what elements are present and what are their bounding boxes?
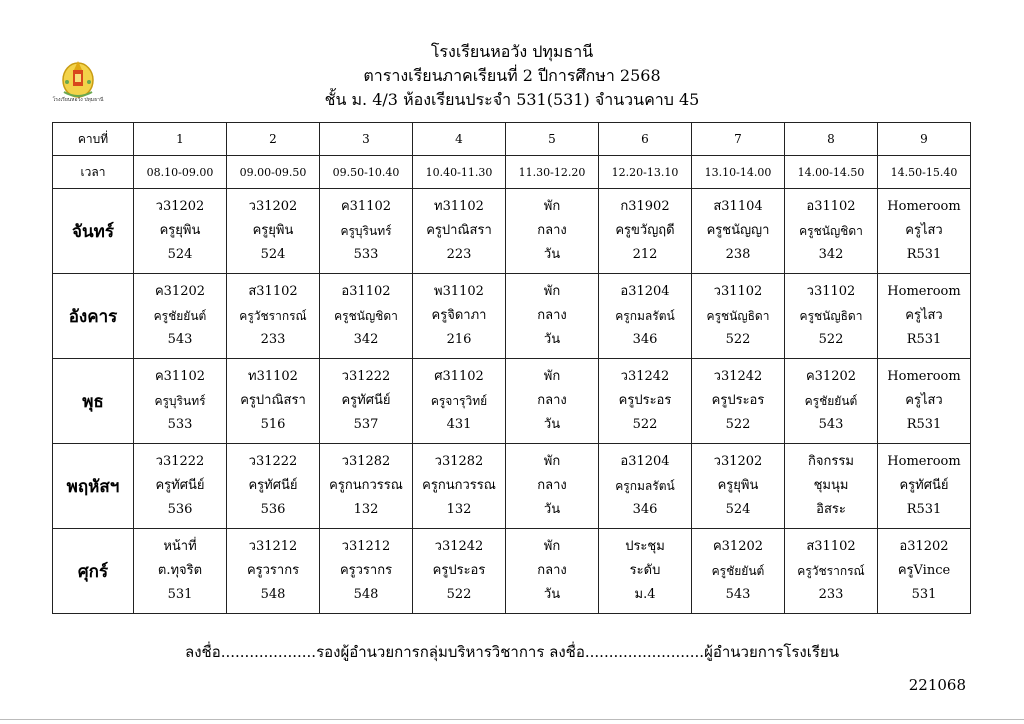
teacher-name: ครูยุพิน [159,223,201,238]
class-cell [413,274,506,359]
room-number: 548 [353,587,379,602]
room-number: วัน [543,247,561,262]
room-number: 346 [632,332,658,347]
teacher-name: กลาง [537,393,567,408]
class-cell [413,444,506,529]
room-number: 132 [446,502,472,517]
class-cell [134,444,227,529]
term-title: ตารางเรียนภาคเรียนที่ 2 ปีการศึกษา 2568 [363,66,661,85]
room-number: R531 [906,332,942,347]
room-number: 132 [353,502,379,517]
class-cell [413,529,506,614]
room-number: 536 [260,502,286,517]
time-row [53,156,971,189]
teacher-name: ครูขวัญฤดี [615,223,675,238]
room-number: 522 [446,587,472,602]
class-cell [785,274,878,359]
room-number: R531 [906,247,942,262]
teacher-name: ครูจารุวิทย์ [430,394,488,408]
room-number: 342 [818,247,844,262]
room-number: 233 [818,587,844,602]
period-label: คาบที่ [53,123,134,156]
class-cell [320,529,413,614]
teacher-name: ครูชนัญธิดา [706,309,770,323]
room-number: 342 [353,332,379,347]
subject-code: ว31282 [341,454,391,469]
room-number: 522 [725,332,751,347]
subject-code: ประชุม [625,539,665,554]
time-label: เวลา [53,156,134,189]
period-number: 9 [878,123,971,156]
period-number: 5 [506,123,599,156]
day-label: ศุกร์ [53,529,134,614]
room-number: 537 [353,417,379,432]
class-cell [599,529,692,614]
teacher-name: ครูบุรินทร์ [154,394,206,408]
subject-code: อ31202 [899,539,949,554]
room-number: 531 [911,587,937,602]
room-number: 522 [818,332,844,347]
subject-code: ว31212 [341,539,391,554]
class-cell [413,359,506,444]
subject-code: ว31222 [341,369,391,384]
subject-code: Homeroom [887,199,961,214]
subject-code: ส31102 [248,284,298,299]
subject-code: ว31242 [620,369,670,384]
subject-code: ส31102 [806,539,856,554]
class-cell [320,444,413,529]
teacher-name: ครูทัศนีย์ [248,478,298,493]
room-number: R531 [906,502,942,517]
subject-code: อ31102 [341,284,391,299]
room-number: 533 [167,417,193,432]
teacher-name: ครูประอร [432,563,486,578]
subject-code: พัก [543,284,561,299]
teacher-name: ครูยุพิน [717,478,759,493]
subject-code: ว31202 [155,199,205,214]
teacher-name: ครูVince [897,563,951,578]
teacher-name: ครูชัยยันต์ [711,564,765,578]
teacher-name: ครูกมลรัตน์ [615,309,675,323]
subject-code: ค31102 [154,369,206,384]
subject-code: ท31102 [248,369,298,384]
timetable [52,122,971,614]
room-number: 524 [260,247,286,262]
day-label: พฤหัสฯ [53,444,134,529]
period-time: 14.50-15.40 [878,156,971,189]
teacher-name: ครูทัศนีย์ [899,478,949,493]
class-cell [692,274,785,359]
period-number: 4 [413,123,506,156]
subject-code: ว31212 [248,539,298,554]
class-cell [227,359,320,444]
room-number: 524 [725,502,751,517]
room-number: 536 [167,502,193,517]
subject-code: พัก [543,369,561,384]
class-cell [692,189,785,274]
room-number: 233 [260,332,286,347]
room-number: 531 [167,587,193,602]
subject-code: ค31102 [340,199,392,214]
room-number: R531 [906,417,942,432]
class-cell [785,359,878,444]
subject-code: ว31222 [155,454,205,469]
period-time: 09.50-10.40 [320,156,413,189]
room-number: 533 [353,247,379,262]
teacher-name: ครูไสว [905,223,943,238]
teacher-name: ครูกนกวรรณ [422,478,496,493]
period-time: 10.40-11.30 [413,156,506,189]
period-number: 3 [320,123,413,156]
teacher-name: ครูทัศนีย์ [155,478,205,493]
teacher-name: ครูชนัญญา [706,223,770,238]
subject-code: Homeroom [887,369,961,384]
room-number: 522 [632,417,658,432]
subject-code: พัก [543,539,561,554]
class-cell [878,274,971,359]
room-number: อิสระ [816,502,846,517]
class-cell [506,359,599,444]
subject-code: อ31204 [620,454,670,469]
room-number: 223 [446,247,472,262]
room-number: 238 [725,247,751,262]
class-cell [320,274,413,359]
room-number: 212 [632,247,658,262]
teacher-name: ครูไสว [905,308,943,323]
teacher-name: ครูประอร [618,393,672,408]
day-row [53,274,971,359]
period-time: 11.30-12.20 [506,156,599,189]
subject-code: ว31242 [434,539,484,554]
day-label: พุธ [53,359,134,444]
class-cell [506,274,599,359]
class-cell [134,529,227,614]
subject-code: ว31202 [248,199,298,214]
day-row [53,444,971,529]
room-number: 548 [260,587,286,602]
room-number: 216 [446,332,472,347]
period-time: 08.10-09.00 [134,156,227,189]
subject-code: ท31102 [434,199,484,214]
period-number: 1 [134,123,227,156]
room-number: 524 [167,247,193,262]
teacher-name: ครูบุรินทร์ [340,224,392,238]
class-cell [320,189,413,274]
class-cell [227,189,320,274]
room-number: 522 [725,417,751,432]
class-cell [599,189,692,274]
document-code: 221068 [908,676,966,694]
room-number: วัน [543,502,561,517]
teacher-name: ครูปาณิสรา [426,223,492,238]
teacher-name: กลาง [537,478,567,493]
subject-code: ว31242 [713,369,763,384]
class-cell [227,444,320,529]
teacher-name: ครูประอร [711,393,765,408]
teacher-name: ครูชัยยันต์ [153,309,207,323]
room-number: 516 [260,417,286,432]
class-cell [506,444,599,529]
day-label: อังคาร [53,274,134,359]
teacher-name: ครูกนกวรรณ [329,478,403,493]
teacher-name: ครูทัศนีย์ [341,393,391,408]
class-cell [785,529,878,614]
subject-code: ว31222 [248,454,298,469]
room-number: 431 [446,417,472,432]
room-number: วัน [543,417,561,432]
subject-code: Homeroom [887,454,961,469]
teacher-name: กลาง [537,308,567,323]
class-cell [134,189,227,274]
room-number: 346 [632,502,658,517]
teacher-name: ครูวรากร [246,563,300,578]
subject-code: ว31102 [806,284,856,299]
subject-code: ว31202 [713,454,763,469]
room-number: 543 [725,587,751,602]
class-cell [878,189,971,274]
teacher-name: ครูจิดาภา [431,308,487,323]
class-cell [227,529,320,614]
subject-code: ค31202 [154,284,206,299]
teacher-name: ครูวัชรากรณ์ [797,564,865,578]
teacher-name: ครูไสว [905,393,943,408]
document-header [0,40,1024,112]
room-number: วัน [543,332,561,347]
class-cell [506,189,599,274]
class-cell [878,529,971,614]
subject-code: พัก [543,454,561,469]
period-number: 2 [227,123,320,156]
period-header-row [53,123,971,156]
teacher-name: ครูชนัญชิดา [334,309,398,323]
teacher-name: ครูชนัญธิดา [799,309,863,323]
room-number: วัน [543,587,561,602]
subject-code: ค31202 [805,369,857,384]
class-cell [785,189,878,274]
period-number: 8 [785,123,878,156]
day-label: จันทร์ [53,189,134,274]
class-cell [134,359,227,444]
teacher-name: ครูวรากร [339,563,393,578]
class-cell [878,444,971,529]
subject-code: ค31202 [712,539,764,554]
subject-code: ว31102 [713,284,763,299]
teacher-name: ครูชัยยันต์ [804,394,858,408]
subject-code: อ31102 [806,199,856,214]
subject-code: ว31282 [434,454,484,469]
subject-code: กิจกรรม [808,454,854,469]
teacher-name: ครูปาณิสรา [240,393,306,408]
period-time: 12.20-13.10 [599,156,692,189]
subject-code: Homeroom [887,284,961,299]
teacher-name: ชุมนุม [813,478,849,493]
class-cell [878,359,971,444]
class-cell [692,529,785,614]
signature-line: ลงชื่อ....................รองผู้อำนวยการกลุ่มบริหารวิชาการ ลงชื่อ.........................ผู้อำนวยการโรงเรียน [185,643,839,661]
class-cell [692,444,785,529]
class-cell [134,274,227,359]
page-divider [0,719,1024,720]
teacher-name: ครูวัชรากรณ์ [239,309,307,323]
class-cell [785,444,878,529]
teacher-name: กลาง [537,223,567,238]
period-number: 6 [599,123,692,156]
class-cell [320,359,413,444]
class-info: ชั้น ม. 4/3 ห้องเรียนประจำ 531(531) จำนวนคาบ 45 [324,90,700,109]
subject-code: ส31104 [713,199,763,214]
school-name: โรงเรียนหอวัง ปทุมธานี [430,42,594,61]
room-number: 543 [167,332,193,347]
class-cell [692,359,785,444]
day-row [53,529,971,614]
period-time: 13.10-14.00 [692,156,785,189]
subject-code: ศ31102 [434,369,484,384]
subject-code: พัก [543,199,561,214]
day-row [53,359,971,444]
logo-caption: โรงเรียนหอวัง ปทุมธานี [52,97,104,103]
class-cell [599,274,692,359]
teacher-name: ครูยุพิน [252,223,294,238]
period-time: 09.00-09.50 [227,156,320,189]
subject-code: หน้าที่ [163,539,197,554]
class-cell [599,444,692,529]
class-cell [227,274,320,359]
class-cell [599,359,692,444]
room-number: 543 [818,417,844,432]
teacher-name: กลาง [537,563,567,578]
day-row [53,189,971,274]
teacher-name: ต.ทุจริต [157,563,203,578]
subject-code: พ31102 [434,284,484,299]
subject-code: อ31204 [620,284,670,299]
room-number: ม.4 [634,587,656,602]
period-number: 7 [692,123,785,156]
class-cell [413,189,506,274]
teacher-name: ระดับ [629,563,661,578]
teacher-name: ครูกมลรัตน์ [615,479,675,493]
period-time: 14.00-14.50 [785,156,878,189]
class-cell [506,529,599,614]
subject-code: ก31902 [620,199,670,214]
teacher-name: ครูชนัญชิดา [799,224,863,238]
